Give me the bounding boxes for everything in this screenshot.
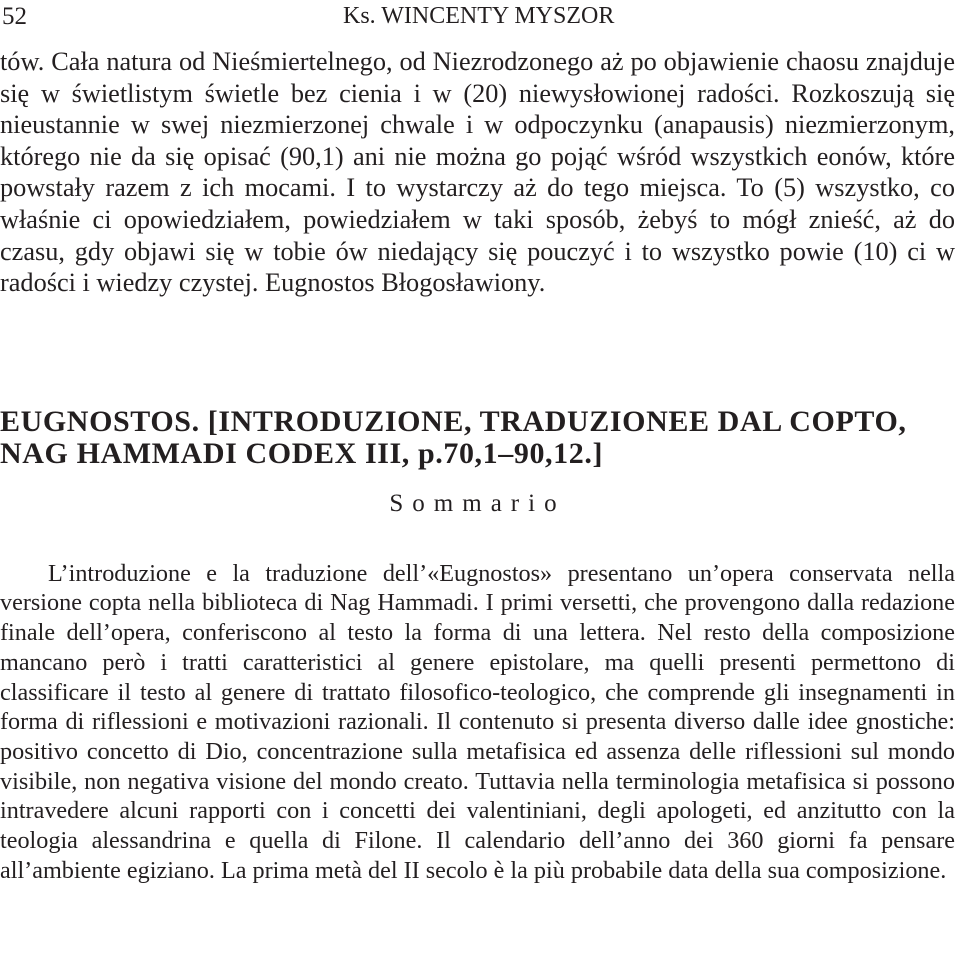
running-head: Ks. WINCENTY MYSZOR: [343, 3, 615, 29]
body-paragraph: tów. Cała natura od Nieśmiertelnego, od Niezrodzonego aż po objawienie chaosu znajduje się w świetlistym świetle bez cienia i w (20) niewysłowionej radości. Rozkoszują się nieustannie w swej niezmierzonej chwale i w odpoczynku (anapausis) niezmierzonym, którego nie da się opisać (90,1) ani nie można go pojąć wśród wszystkich eonów, które powstały razem z ich mocami. I to wystarczy aż do tego miejsca. To (5) wszystko, co właśnie ci opowiedziałem, powiedziałem w taki sposób, żebyś to mógł znieść, aż do czasu, gdy objawi się w tobie ów niedający się pouczyć i to wszystko powie (10) ci w radości i wiedzy czystej. Eugnostos Błogosławiony.: [0, 47, 955, 298]
abstract-paragraph: L’introduzione e la traduzione dell’«Eugnostos» presentano un’opera conservata nella versione copta nella biblioteca di Nag Hammadi. I primi versetti, che provengono dalla redazione finale dell’opera, conferiscono al testo la forma di una lettera. Nel resto della composizione mancano però i tratti caratteristici al genere epistolare, ma quelli presenti permettono di classificare il testo al genere di trattato filosofico-teologico, che comprende gli insegnamenti in forma di riflessioni e motivazioni razionali. Il contenuto si presenta diverso dalle idee gnostiche: positivo concetto di Dio, concentrazione sulla metafisica ed assenza delle riflessioni sul mondo visibile, non negativa visione del mondo creato. Tuttavia nella terminologia metafisica si possono intravedere alcuni rapporti con i concetti dei valentiniani, degli apologeti, ed anzitutto con la teologia alessandrina e quella di Filone. Il calendario dell’anno dei 360 giorni fa pensare all’ambiente egiziano. La prima metà del II secolo è la più probabile data della sua composizione.: [0, 559, 955, 884]
section-title: EUGNOSTOS. [INTRODUZIONE, TRADUZIONEE DAL COPTO, NAG HAMMADI CODEX III, p.70,1–90,12.]: [0, 404, 907, 470]
page-number: 52: [2, 3, 27, 30]
sommario-heading: Sommario: [389, 489, 566, 517]
page-header: [0, 0, 955, 36]
